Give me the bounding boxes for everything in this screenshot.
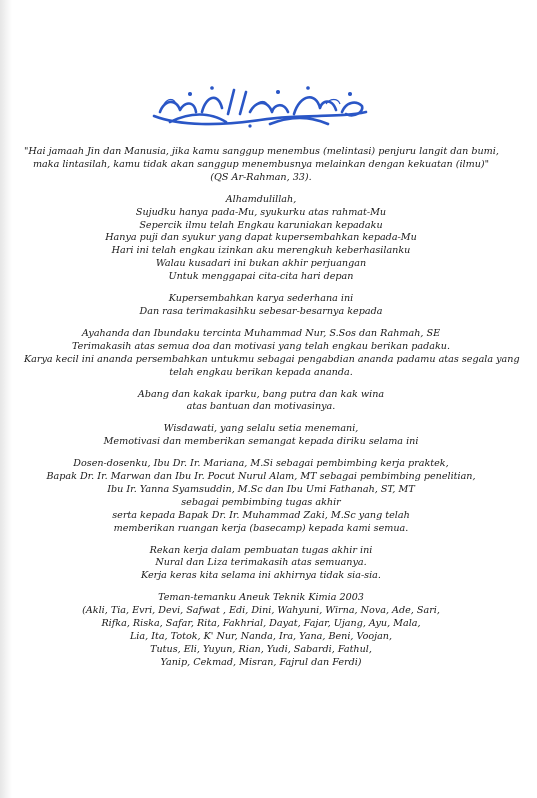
text-line: Kerja keras kita selama ini akhirnya tidak sia-sia.	[141, 570, 381, 582]
text-line: Lia, Ita, Totok, K' Nur, Nanda, Ira, Yana, Beni, Voojan,	[129, 631, 393, 642]
text-line: atas bantuan dan motivasinya.	[186, 401, 336, 413]
text-line: (Akli, Tia, Evri, Devi, Safwat , Edi, Dini, Wahyuni, Wirna, Nova, Ade, Sari,	[82, 605, 440, 617]
text-line: memberikan ruangan kerja (basecamp) kepada kami semua.	[113, 522, 409, 534]
text-line: Ibu Ir. Yanna Syamsuddin, M.Sc dan Ibu Umi Fathanah, ST, MT	[107, 483, 415, 495]
text-line: sebagai pembimbing tugas akhir	[181, 496, 341, 508]
text-line: Bapak Dr. Ir. Marwan dan Ibu Ir. Pocut Nurul Alam, MT sebagai pembimbing penelitian,	[46, 471, 476, 483]
text-line: Dosen-dosenku, Ibu Dr. Ir. Mariana, M.Si sebagai pembimbing kerja praktek,	[73, 458, 449, 470]
text-line: Sujudku hanya pada-Mu, syukurku atas rahmat-Mu	[135, 206, 387, 218]
dedication-stanza	[24, 293, 498, 319]
text-line: Untuk menggapai cita-cita hari depan	[168, 271, 354, 283]
text-line: telah engkau berikan kepada ananda.	[169, 366, 353, 378]
text-line: "Hai jamaah Jin dan Manusia, jika kamu sanggup menembus (melintasi) penjuru langit dan bumi,	[24, 146, 499, 157]
text-line: Hanya puji dan syukur yang dapat kupersembahkan kepada-Mu	[105, 232, 417, 244]
text-line: Abang dan kakak iparku, bang putra dan kak wina	[137, 388, 385, 400]
text-line: Alhamdulillah,	[225, 193, 297, 205]
basmala-calligraphy	[150, 82, 370, 128]
siblings-stanza	[24, 389, 498, 415]
text-line: Sepercik ilmu telah Engkau karuniakan kepadaku	[139, 219, 383, 231]
text-line: Dan rasa terimakasihku sebesar-besarnya kepada	[139, 305, 383, 317]
page-edge-shadow	[0, 0, 12, 798]
partner-stanza	[24, 423, 498, 449]
text-line: Rekan kerja dalam pembuatan tugas akhir ini	[149, 544, 373, 556]
text-line: Ayahanda dan Ibundaku tercinta Muhammad Nur, S.Sos dan Rahmah, SE	[81, 327, 441, 339]
colleagues-stanza	[24, 545, 498, 584]
text-line: Kupersembahkan karya sederhana ini	[168, 293, 354, 305]
text-line: Walau kusadari ini bukan akhir perjuangan	[155, 258, 367, 270]
friends-stanza	[24, 592, 498, 669]
text-line: Memotivasi dan memberikan semangat kepada diriku selama ini	[103, 436, 419, 448]
text-line: Karya kecil ini ananda persembahkan untukmu sebagai pengabdian ananda padamu atas segala yang	[24, 353, 520, 365]
text-line: Rifka, Riska, Safar, Rita, Fakhrial, Dayat, Fajar, Ujang, Ayu, Mala,	[101, 618, 421, 630]
quran-verse-quote	[24, 146, 498, 185]
gratitude-stanza	[24, 194, 498, 284]
text-line: Teman-temanku Aneuk Teknik Kimia 2003	[158, 592, 364, 604]
text-line: Terimakasih atas semua doa dan motivasi yang telah engkau berikan padaku.	[71, 340, 451, 352]
dedication-page	[24, 146, 520, 679]
text-line: Wisdawati, yang selalu setia menemani,	[163, 423, 359, 435]
text-line: serta kepada Bapak Dr. Ir. Muhammad Zaki, M.Sc yang telah	[112, 509, 410, 521]
text-line: Hari ini telah engkau izinkan aku merengkuh keberhasilanku	[111, 245, 411, 257]
text-line: Tutus, Eli, Yuyun, Rian, Yudi, Sabardi, Fathul,	[150, 643, 372, 655]
text-line: (QS Ar-Rahman, 33).	[210, 171, 312, 183]
lecturers-stanza	[24, 458, 498, 535]
text-line: Yanip, Cekmad, Misran, Fajrul dan Ferdi)	[160, 656, 362, 668]
text-line: Nural dan Liza terimakasih atas semuanya.	[155, 557, 367, 569]
text-line: maka lintasilah, kamu tidak akan sanggup menembusnya melainkan dengan kekuatan (ilmu)"	[32, 158, 490, 170]
parents-stanza	[24, 327, 520, 380]
